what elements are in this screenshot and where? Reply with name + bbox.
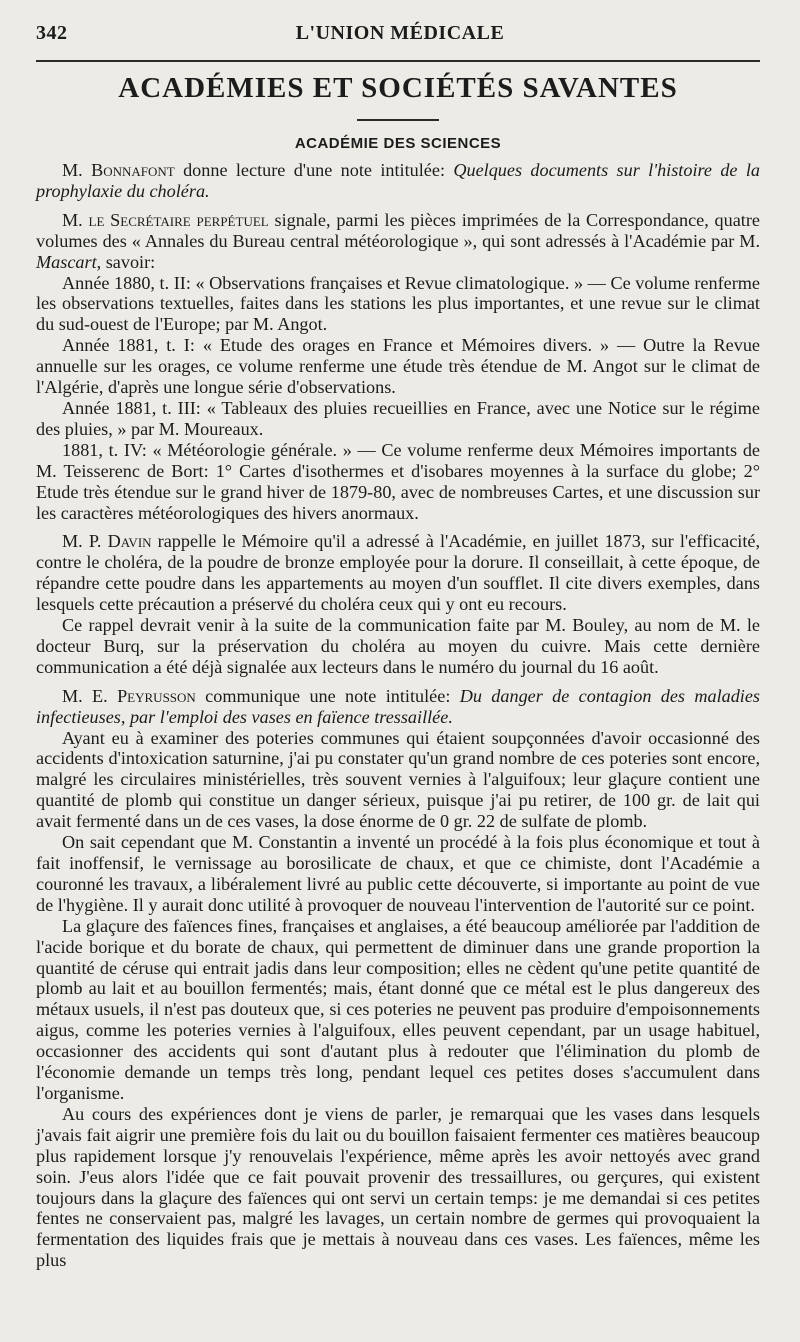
note-title: Quelques documents sur l'histoire de la prophylaxie du choléra. [36, 160, 760, 201]
paragraph-tail: , savoir: [96, 251, 156, 272]
section-title: ACADÉMIES ET SOCIÉTÉS SAVANTES [118, 72, 678, 104]
paragraph-rappel: Ce rappel devrait venir à la suite de la communication faite par M. Bouley, au nom de M. le docteur Burq, sur la préservation du choléra au moyen du cuivre. Mais cette dernière communication a été déjà signalée aux lecteurs dans le numéro du journal du 16 août. [36, 615, 760, 677]
paragraph-lead: M. [62, 209, 89, 230]
paragraph-annee-1881-t3: Année 1881, t. III: « Tableaux des pluies recueillies en France, avec une Notice sur le régime des pluies, » par M. Moureaux. [36, 397, 760, 439]
person-name: Mascart [36, 251, 97, 272]
paragraph-lead: M. P. [62, 531, 108, 552]
paragraph-lead: M. E. [62, 685, 118, 706]
paragraph-secretaire [36, 210, 760, 273]
paragraph-annee-1881-t1: Année 1881, t. I: « Etude des orages en France et Mémoires divers. » — Outre la Revue annuelle sur les orages, ce volume renferme une étude très étendue de M. Angot sur le climat de l'Algérie, d'après une longue série d'observations. [36, 335, 760, 398]
page-number: 342 [36, 22, 68, 44]
paragraph-peyrusson [36, 686, 760, 728]
author-name: Bonnafont [91, 160, 175, 180]
author-name: Davin [107, 531, 152, 552]
author-name: Peyrusson [117, 685, 196, 706]
title-rule [357, 119, 439, 121]
paragraph-bonnafont [36, 160, 760, 202]
paragraph-experiences: Au cours des expériences dont je viens de parler, je remarquai que les vases dans lesquels j'avais fait aigrir une première fois du lait ou du bouillon faisaient fermenter ces matières beaucoup plus rapidement lorsque j'y renouvelais l'expérience, même après les avoir nettoyés avec grand soin. J'eus alors l'idée que ce fait pouvait provenir des tressaillures, ou gerçures, qui existent toujours dans la glaçure des faïences qui ont servi un certain temps: je me demandai si ces petites fentes ne conservaient pas, malgré les lavages, un certain nombre de germes qui provoquaient la fermentation des liquides frais que je mettais à nouveau dans ces vases. Les faïences, même les plus [36, 1103, 760, 1271]
paragraph-text: signale, parmi les pièces imprimées de la Correspondance, quatre volumes des « Annales du Bureau central météorologique », qui sont adressés à l'Académie par M. [36, 209, 760, 251]
paragraph-lead: M. [62, 160, 92, 180]
journal-title: L'UNION MÉDICALE [295, 22, 505, 44]
paragraph-poteries: Ayant eu à examiner des poteries communes qui étaient soupçonnées d'avoir occasionné des accidents d'intoxication saturnine, j'ai pu constater qu'un grand nombre de ces poteries sont encore, malgré les circulaires ministérielles, très souvent vernies à l'alguifoux; leur glaçure contient une quantité de plomb qui constitue un danger sérieux, puisque j'ai pu retirer, de 100 gr. de lait qui avait fermenté dans un de ces vases, la dose énorme de 0 gr. 22 de sulfate de plomb. [36, 727, 760, 832]
note-title: Du danger de contagion des maladies infectieuses, par l'emploi des vases en faïence tressaillée. [36, 685, 761, 727]
article-body [36, 160, 760, 1271]
subsection-title: ACADÉMIE DES SCIENCES [294, 135, 502, 152]
paragraph-davin [36, 531, 760, 615]
author-name: le Secrétaire perpétuel [88, 209, 269, 230]
paragraph-text: communique une note intitulée: [195, 685, 460, 706]
paragraph-1881-t4: 1881, t. IV: « Météorologie générale. » — Ce volume renferme deux Mémoires importants de M. Teisserenc de Bort: 1° Cartes d'isothermes et d'isobares moyennes à la surface du globe; 2° Etude très étendue sur le grand hiver de 1879-80, avec de nombreuses Cartes, et une discussion sur les caractères météorologiques des hivers anormaux. [36, 439, 760, 523]
paragraph-annee-1880: Année 1880, t. II: « Observations françaises et Revue climatologique. » — Ce volume renferme les observations textuelles, faites dans les stations les plus importantes, et une revue sur le climat du sud-ouest de l'Europe; par M. Angot. [36, 272, 760, 335]
paragraph-text: donne lecture d'une note intitulée: [174, 160, 454, 180]
paragraph-glacure: La glaçure des faïences fines, françaises et anglaises, a été beaucoup améliorée par l'addition de l'acide borique et du borate de chaux, qui permettent de diminuer dans une grande proportion la quantité de céruse qui entrait jadis dans leur composition; elles ne cèdent qu'une petite quantité de plomb au lait et au bouillon fermentés; mais, étant donné que ce métal est le plus dangereux des métaux usuels, il n'est pas douteux que, si ces poteries ne peuvent pas produire d'empoisonnements aigus, comme les poteries vernies à l'alguifoux, elles peuvent cependant, par un usage habituel, occasionner des accidents qui sont d'autant plus à redouter que l'élimination du plomb de l'économie demande un temps très long, pendant lequel ces petites doses s'accumulent dans l'organisme. [36, 915, 760, 1103]
running-header [36, 22, 760, 58]
header-rule [36, 60, 760, 62]
paragraph-constantin: On sait cependant que M. Constantin a inventé un procédé à la fois plus économique et tout à fait inoffensif, le vernissage au borosilicate de chaux, et que ce chimiste, dont l'Académie a couronné les travaux, a libéralement livré au public cette découverte, si importante au point de vue de l'hygiène. Il y aurait donc utilité à provoquer de nouveau l'intervention de l'autorité sur ce point. [36, 832, 760, 915]
paragraph-text: rappelle le Mémoire qu'il a adressé à l'Académie, en juillet 1873, sur l'efficacité, contre le choléra, de la poudre de bronze employée pour la dorure. Il conseillait, à cette époque, de répandre cette poudre dans les appartements au moyen d'un soufflet. Il cite divers exemples, dans lesquels cette précaution a préservé du choléra ceux qui y ont eu recours. [36, 531, 760, 615]
